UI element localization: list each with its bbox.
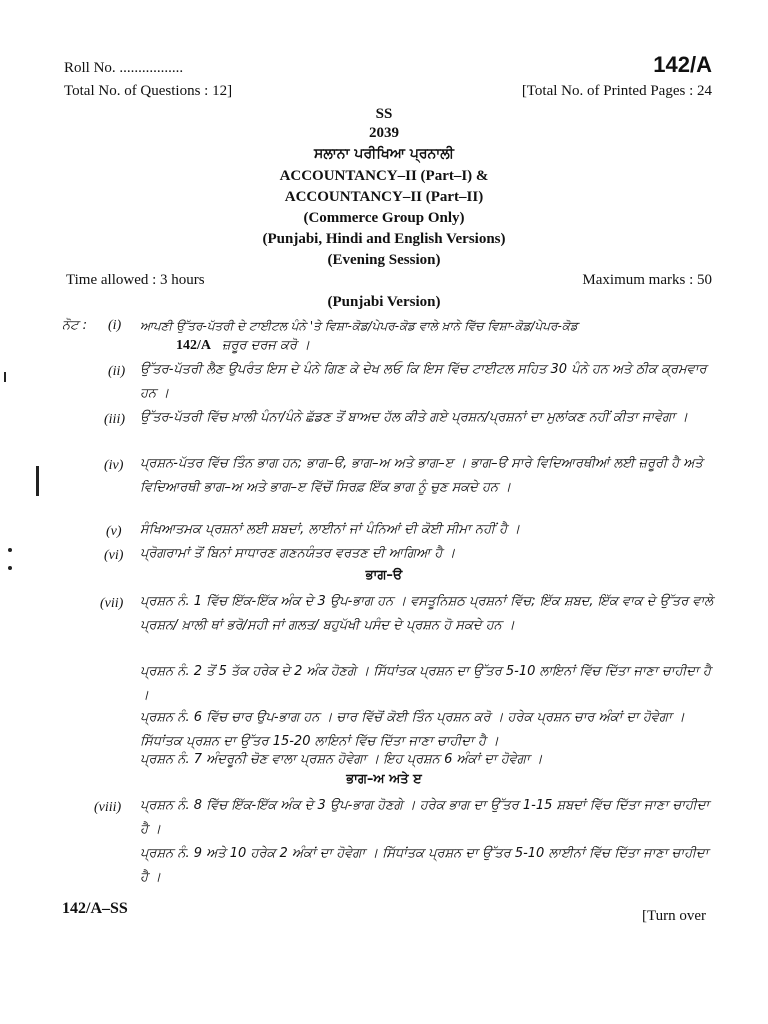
note-i-label: (i) — [108, 318, 122, 333]
roll-number-line: Roll No. ................. — [64, 60, 184, 76]
scan-mark-dot — [8, 566, 12, 570]
note-vii-paragraph-3: ਪ੍ਰਸ਼ਨ ਨੰ. 6 ਵਿੱਚ ਚਾਰ ਉਪ-ਭਾਗ ਹਨ । ਚਾਰ ਵਿੱਚੋਂ ਕੋਈ ਤਿੰਨ ਪ੍ਰਸ਼ਨ ਕਰੋ । ਹਰੇਕ ਪ੍ਰਸ਼ਨ ਚਾਰ ਅੰਕਾਂ ਦਾ ਹੋਵੇਗਾ । ਸਿੱਧਾਂਤਕ ਪ੍ਰਸ਼ਨ ਦਾ ਉੱਤਰ 15-20 ਲਾਇਨਾਂ ਵਿੱਚ ਦਿੱਤਾ ਜਾਣਾ ਚਾਹੀਦਾ ਹੈ । — [140, 710, 685, 749]
note-vi-label: (vi) — [104, 548, 124, 563]
versions-line: (Punjabi, Hindi and English Versions) — [262, 231, 506, 247]
version-heading: (Punjabi Version) — [327, 294, 441, 310]
note-label: ਨੋਟ : — [62, 318, 87, 333]
note-vii-paragraph-4: ਪ੍ਰਸ਼ਨ ਨੰ. 7 ਅੰਦਰੂਨੀ ਚੋਣ ਵਾਲਾ ਪ੍ਰਸ਼ਨ ਹੋਵੇਗਾ । ਇਹ ਪ੍ਰਸ਼ਨ 6 ਅੰਕਾਂ ਦਾ ਹੋਵੇਗਾ । — [140, 752, 543, 767]
note-viii-text: ਪ੍ਰਸ਼ਨ ਨੰ. 8 ਵਿੱਚ ਇੱਕ-ਇੱਕ ਅੰਕ ਦੇ 3 ਉਪ-ਭਾਗ ਹੋਣਗੇ । ਹਰੇਕ ਭਾਗ ਦਾ ਉੱਤਰ 1-15 ਸ਼ਬਦਾਂ ਵਿੱਚ ਦਿੱਤਾ ਜਾਣਾ ਚਾਹੀਦਾ ਹੈ । — [140, 798, 710, 837]
note-v-text: ਸੰਖਿਆਤਮਕ ਪ੍ਰਸ਼ਨਾਂ ਲਈ ਸ਼ਬਦਾਂ, ਲਾਈਨਾਂ ਜਾਂ ਪੰਨਿਆਂ ਦੀ ਕੋਈ ਸੀਮਾ ਨਹੀਂ ਹੈ । — [140, 522, 520, 537]
session-line: (Evening Session) — [327, 252, 441, 268]
total-questions: Total No. of Questions : 12] — [64, 83, 233, 99]
section-bc-heading: ਭਾਗ–ਅ ਅਤੇ ੲ — [346, 772, 422, 787]
section-a-heading: ਭਾਗ–ੳ — [365, 568, 403, 583]
total-pages: [Total No. of Printed Pages : 24 — [521, 83, 712, 99]
group-line: (Commerce Group Only) — [303, 210, 465, 226]
ss-label: SS — [375, 106, 393, 122]
note-v-label: (v) — [106, 524, 122, 539]
subject-line-1: ACCOUNTANCY–II (Part–I) & — [279, 168, 489, 184]
note-viii-label: (viii) — [94, 800, 122, 815]
paper-code: 142/A — [653, 52, 712, 77]
subject-line-2: ACCOUNTANCY–II (Part–II) — [284, 189, 484, 205]
time-allowed: Time allowed : 3 hours — [66, 272, 205, 288]
note-i-text: ਆਪਣੀ ਉੱਤਰ-ਪੱਤਰੀ ਦੇ ਟਾਈਟਲ ਪੰਨੇ 'ਤੇ ਵਿਸ਼ਾ-ਕੋਡ/ਪੇਪਰ-ਕੋਡ ਵਾਲੇ ਖ਼ਾਨੇ ਵਿੱਚ ਵਿਸ਼ਾ-ਕੋਡ/ਪੇਪਰ-ਕੋਡ — [140, 319, 578, 333]
note-vii-text: ਪ੍ਰਸ਼ਨ ਨੰ. 1 ਵਿੱਚ ਇੱਕ-ਇੱਕ ਅੰਕ ਦੇ 3 ਉਪ-ਭਾਗ ਹਨ । ਵਸਤੂਨਿਸ਼ਠ ਪ੍ਰਸ਼ਨਾਂ ਵਿੱਚ; ਇੱਕ ਸ਼ਬਦ, ਇੱਕ ਵਾਕ ਦੇ ਉੱਤਰ ਵਾਲੇ ਪ੍ਰਸ਼ਨ/ ਖ਼ਾਲੀ ਥਾਂ ਭਰੋ/ਸਹੀ ਜਾਂ ਗਲਤ/ ਬਹੁਪੱਖੀ ਪਸੰਦ ਦੇ ਪ੍ਰਸ਼ਨ ਹੋ ਸਕਦੇ ਹਨ । — [140, 594, 714, 633]
note-i-code: 142/A — [176, 338, 211, 353]
note-viii-paragraph-2: ਪ੍ਰਸ਼ਨ ਨੰ. 9 ਅਤੇ 10 ਹਰੇਕ 2 ਅੰਕਾਂ ਦਾ ਹੋਵੇਗਾ । ਸਿੱਧਾਂਤਕ ਪ੍ਰਸ਼ਨ ਦਾ ਉੱਤਰ 5-10 ਲਾਈਨਾਂ ਵਿੱਚ ਦਿੱਤਾ ਜਾਣਾ ਚਾਹੀਦਾ ਹੈ । — [140, 846, 709, 885]
note-i-text-2: ਜ਼ਰੂਰ ਦਰਜ ਕਰੋ । — [222, 338, 310, 353]
note-iii-text: ਉੱਤਰ-ਪੱਤਰੀ ਵਿੱਚ ਖ਼ਾਲੀ ਪੰਨਾ/ਪੰਨੇ ਛੱਡਣ ਤੋਂ ਬਾਅਦ ਹੱਲ ਕੀਤੇ ਗਏ ਪ੍ਰਸ਼ਨ/ਪ੍ਰਸ਼ਨਾਂ ਦਾ ਮੁਲਾਂਕਣ ਨਹੀਂ ਕੀਤਾ ਜਾਵੇਗਾ । — [140, 410, 688, 425]
scan-mark-dot — [8, 548, 12, 552]
note-ii-label: (ii) — [108, 364, 126, 379]
note-iv-label: (iv) — [104, 458, 124, 473]
note-iv-text: ਪ੍ਰਸ਼ਨ-ਪੱਤਰ ਵਿੱਚ ਤਿੰਨ ਭਾਗ ਹਨ; ਭਾਗ–ੳ, ਭਾਗ–ਅ ਅਤੇ ਭਾਗ–ੲ । ਭਾਗ–ੳ ਸਾਰੇ ਵਿਦਿਆਰਥੀਆਂ ਲਈ ਜ਼ਰੂਰੀ ਹੈ ਅਤੇ ਵਿਦਿਆਰਥੀ ਭਾਗ–ਅ ਅਤੇ ਭਾਗ–ੲ ਵਿੱਚੋਂ ਸਿਰਫ਼ ਇੱਕ ਭਾਗ ਨੂੰ ਚੁਣ ਸਕਦੇ ਹਨ । — [140, 456, 703, 495]
maximum-marks: Maximum marks : 50 — [582, 272, 712, 288]
note-iii-label: (iii) — [104, 412, 125, 427]
scan-mark-bar — [36, 466, 39, 496]
scan-mark-tick — [4, 372, 6, 382]
note-vi-text: ਪ੍ਰੋਗਰਾਮਾਂ ਤੋਂ ਬਿਨਾਂ ਸਾਧਾਰਣ ਗਣਨਯੰਤਰ ਵਰਤਣ ਦੀ ਆਗਿਆ ਹੈ । — [140, 546, 456, 561]
note-vii-paragraph-2: ਪ੍ਰਸ਼ਨ ਨੰ. 2 ਤੋਂ 5 ਤੱਕ ਹਰੇਕ ਦੇ 2 ਅੰਕ ਹੋਣਗੇ । ਸਿੱਧਾਂਤਕ ਪ੍ਰਸ਼ਨ ਦਾ ਉੱਤਰ 5-10 ਲਾਇਨਾਂ ਵਿੱਚ ਦਿੱਤਾ ਜਾਣਾ ਚਾਹੀਦਾ ਹੈ । — [140, 664, 711, 703]
note-vii-label: (vii) — [100, 596, 124, 611]
turn-over-label: [Turn over — [641, 908, 706, 924]
footer-code: 142/A–SS — [62, 900, 128, 917]
note-ii-text: ਉੱਤਰ-ਪੱਤਰੀ ਲੈਣ ਉਪਰੰਤ ਇਸ ਦੇ ਪੰਨੇ ਗਿਣ ਕੇ ਦੇਖ ਲਓ ਕਿ ਇਸ ਵਿੱਚ ਟਾਈਟਲ ਸਹਿਤ 30 ਪੰਨੇ ਹਨ ਅਤੇ ਠੀਕ ਕ੍ਰਮਵਾਰ ਹਨ । — [140, 362, 707, 401]
year-label: 2039 — [369, 125, 399, 141]
punjabi-title: ਸਲਾਨਾ ਪਰੀਖਿਆ ਪ੍ਰਨਾਲੀ — [314, 146, 454, 162]
